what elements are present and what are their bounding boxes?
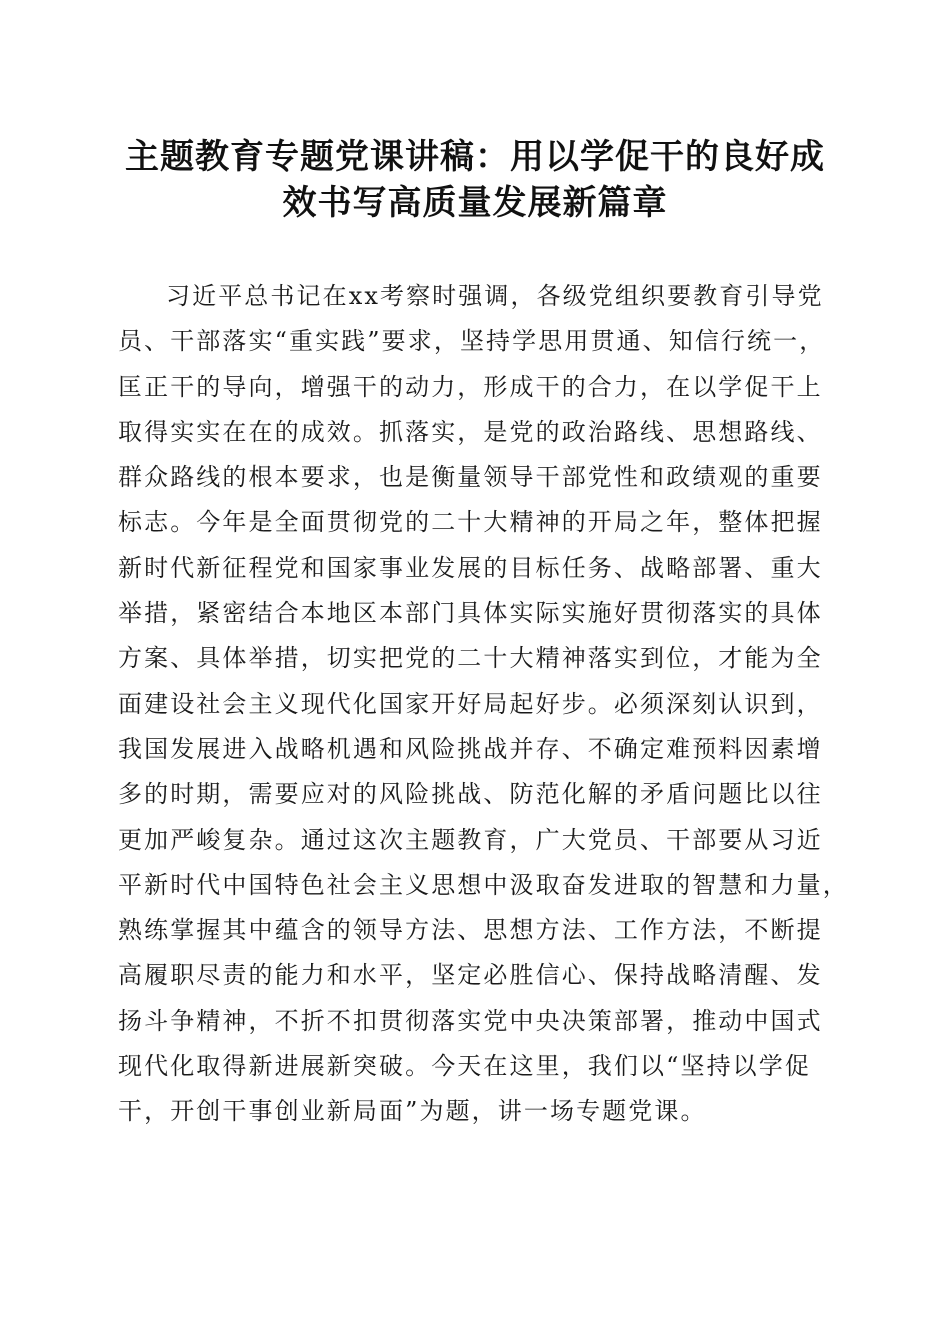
document-title	[100, 134, 850, 226]
paragraph-line: 熟练掌握其中蕴含的领导方法、思想方法、工作方法，不断提	[118, 916, 823, 945]
paragraph-line: 新时代新征程党和国家事业发展的目标任务、战略部署、重大	[118, 553, 823, 582]
paragraph-line: 我国发展进入战略机遇和风险挑战并存、不确定难预料因素增	[118, 734, 823, 763]
paragraph-line: 更加严峻复杂。通过这次主题教育，广大党员、干部要从习近	[118, 825, 823, 854]
title-line: 主题教育专题党课讲稿：用以学促干的良好成	[125, 137, 825, 177]
paragraph-line: 匡正干的导向，增强干的动力，形成干的合力，在以学促干上	[118, 372, 823, 401]
paragraph-line: 高履职尽责的能力和水平，坚定必胜信心、保持战略清醒、发	[118, 961, 823, 990]
paragraph-line: 多的时期，需要应对的风险挑战、防范化解的矛盾问题比以往	[118, 780, 823, 809]
paragraph-line: 标志。今年是全面贯彻党的二十大精神的开局之年，整体把握	[118, 508, 823, 537]
paragraph-line: 现代化取得新进展新突破。今天在这里，我们以“坚持以学促	[118, 1052, 811, 1081]
paragraph-line: 举措，紧密结合本地区本部门具体实际实施好贯彻落实的具体	[118, 599, 823, 628]
paragraph-line: 员、干部落实“重实践”要求，坚持学思用贯通、知信行统一，	[118, 327, 826, 356]
body-paragraph	[118, 274, 849, 1135]
paragraph-line: 群众路线的根本要求，也是衡量领导干部党性和政绩观的重要	[118, 463, 823, 492]
paragraph-line: 干，开创干事创业新局面”为题，讲一场专题党课。	[118, 1097, 707, 1126]
paragraph-line: 方案、具体举措，切实把党的二十大精神落实到位，才能为全	[118, 644, 823, 673]
paragraph-line: 习近平总书记在xx考察时强调，各级党组织要教育引导党	[166, 282, 824, 310]
paragraph-line: 面建设社会主义现代化国家开好局起好步。必须深刻认识到，	[118, 689, 823, 718]
paragraph-line: 取得实实在在的成效。抓落实，是党的政治路线、思想路线、	[118, 417, 823, 446]
title-line: 效书写高质量发展新篇章	[282, 183, 668, 223]
paragraph-line: 平新时代中国特色社会主义思想中汲取奋发进取的智慧和力量，	[118, 870, 849, 899]
paragraph-line: 扬斗争精神，不折不扣贯彻落实党中央决策部署，推动中国式	[118, 1006, 823, 1035]
